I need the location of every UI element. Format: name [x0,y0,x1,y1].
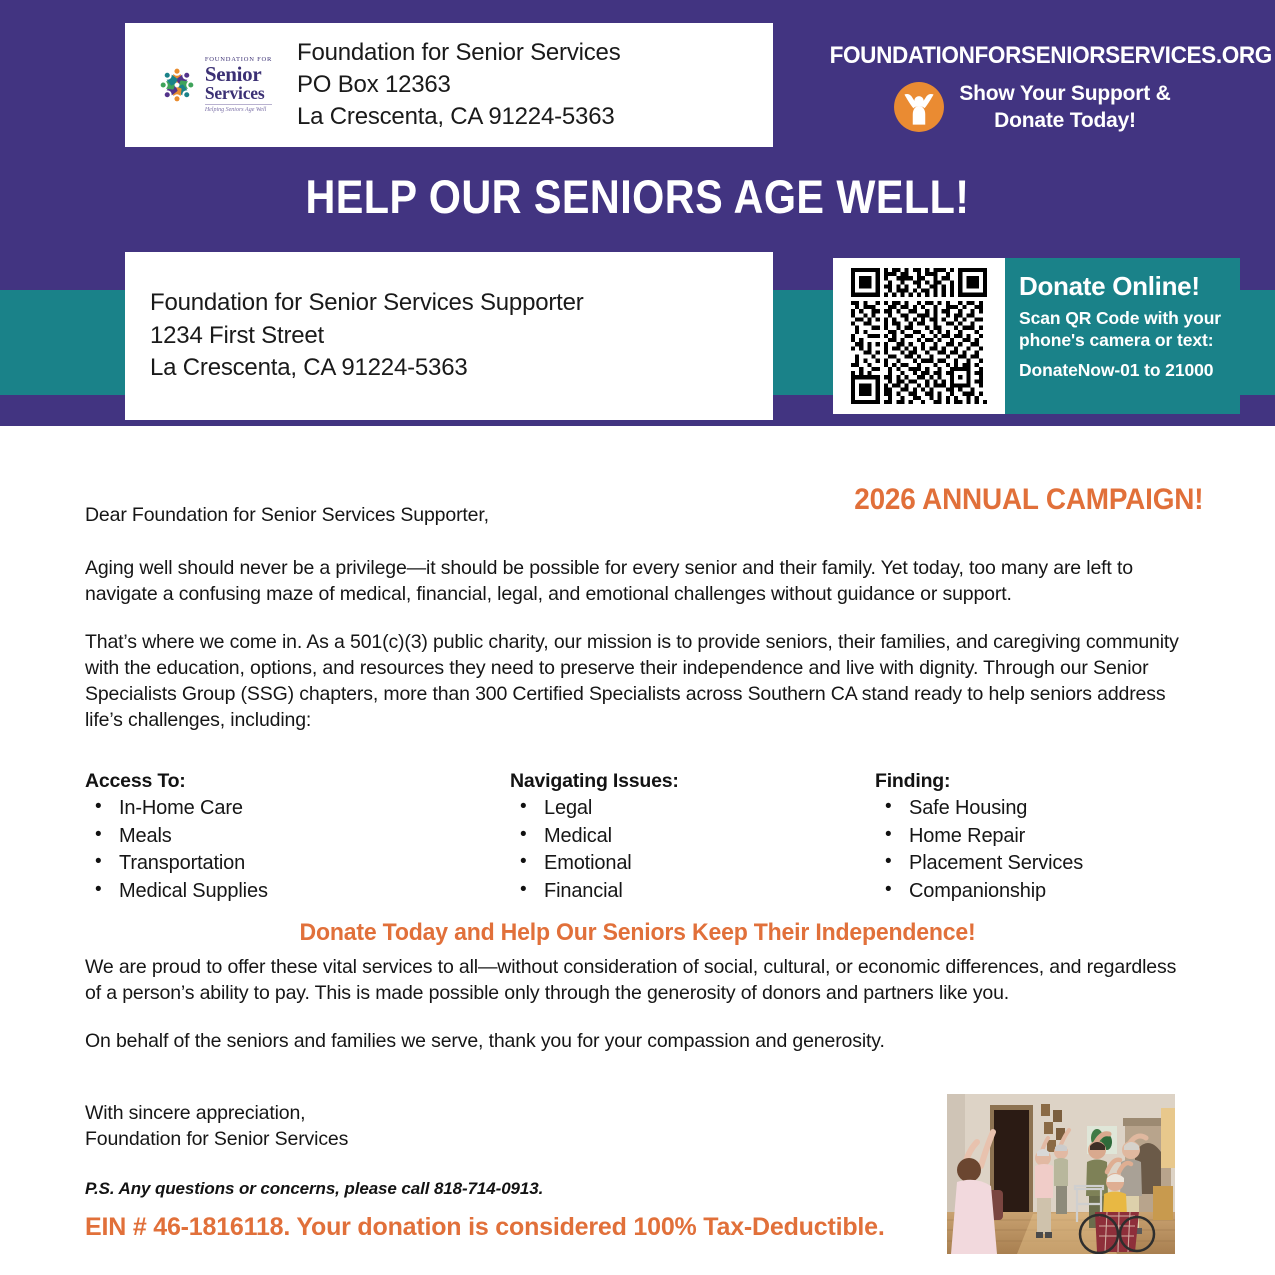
donate-call-to-action: Donate Today and Help Our Seniors Keep Their Independence! [299,919,976,946]
list-item: • In-Home Care [85,795,510,823]
list-item: • Meals [85,823,510,851]
photo-illustration [947,1094,1175,1254]
recipient-address-label [125,252,773,420]
recipient-address-line: 1234 First Street [150,321,325,349]
logo-foundation-for: FOUNDATION FOR [204,56,273,64]
services-list [510,795,875,905]
donate-online-panel [833,258,1240,414]
column-heading: Navigating Issues: [510,770,679,792]
donate-online-title: Donate Online! [1019,271,1200,301]
list-item: • Medical Supplies [85,878,510,906]
campaign-title: 2026 ANNUAL CAMPAIGN! [853,483,1203,516]
column-heading: Access To: [85,770,186,792]
return-address-label [125,23,773,147]
seniors-exercising-photo [947,1094,1175,1254]
main-headline: HELP OUR SENIORS AGE WELL! [305,170,970,223]
return-address-line: PO Box 12363 [297,71,451,99]
website-support-block [812,42,1272,135]
support-line-1: Show Your Support & [959,82,1171,105]
list-item: • Companionship [875,878,1190,906]
services-column-navigating-issues [510,770,875,905]
logo-wordmark [205,57,272,112]
list-item: • Emotional [510,850,875,878]
recipient-address-line: Foundation for Senior Services Supporter [150,289,584,317]
postscript-line: P.S. Any questions or concerns, please call 818-714-0913. [85,1179,544,1198]
logo-tagline: Helping Seniors Age Well [205,104,272,113]
organization-logo [147,57,279,112]
letter-paragraph-2: That’s where we come in. As a 501(c)(3) public charity, our mission is to provide seniors, their families, and caregiving community with the education, options, and resources they need to preserve their independence and live with dignity. Through our Senior Specialists Group (SSG) chapters, more than 300 Certified Specialists across Southern CA stand ready to help seniors address life’s challenges, including: [85,630,1179,731]
services-list [85,795,510,905]
donate-text-code: DonateNow-01 to 21000 [1019,359,1214,380]
services-column-access-to [85,770,510,905]
recipient-address-line: La Crescenta, CA 91224-5363 [150,354,468,382]
signoff-line-2: Foundation for Senior Services [85,1128,349,1151]
letter-body-top [85,503,1190,755]
donate-instruction-line-2: phone's camera or text: [1019,329,1214,350]
list-item: • Safe Housing [875,795,1190,823]
recipient-address-text [150,287,584,384]
column-heading: Finding: [875,770,951,792]
letter-signoff [85,1100,348,1153]
return-address-line: Foundation for Senior Services [297,39,621,67]
support-row [812,80,1252,135]
support-line-2: Donate Today! [994,109,1136,133]
logo-senior-word: Senior [204,61,262,86]
senior-services-starburst-logo-icon [154,62,200,108]
list-item: • Medical [510,823,875,851]
support-text [959,80,1170,135]
letter-body-bottom [85,955,1195,1077]
donate-instructions [1005,258,1240,414]
list-item: • Financial [510,878,875,906]
services-list [875,795,1190,905]
website-url[interactable]: FOUNDATIONFORSENIORSERVICES.ORG [829,42,1272,69]
list-item: • Transportation [85,850,510,878]
ein-tax-line: EIN # 46-1816118. Your donation is considered 100% Tax-Deductible. [85,1213,885,1241]
signoff-line-1: With sincere appreciation, [85,1102,306,1124]
qr-code-container [833,258,1005,414]
donate-instruction-line-1: Scan QR Code with your [1019,308,1221,328]
list-item: • Placement Services [875,850,1190,878]
letter-paragraph-3: We are proud to offer these vital services to all—without consideration of social, cultural, or economic differences, and regardless of a person’s ability to pay. This is made possible only through the generosity of donors and partners like you. [85,956,1177,1004]
letter-paragraph-1: Aging well should never be a privilege—it should be possible for every senior and their family. Yet today, too many are left to navigate a confusing maze of medical, financial, legal, and emotional challenges without guidance or support. [85,556,1133,605]
return-address-text [297,37,621,132]
letter-paragraph-4: On behalf of the seniors and families we serve, thank you for your compassion and generosity. [85,1029,885,1052]
list-item: • Home Repair [875,823,1190,851]
qr-code-icon[interactable] [851,268,987,404]
services-columns [85,770,1190,905]
services-column-finding [875,770,1190,905]
donate-heart-person-icon [893,81,945,133]
letter-salutation: Dear Foundation for Senior Services Supporter, [85,504,489,526]
return-address-line: La Crescenta, CA 91224-5363 [297,102,615,130]
logo-services-word: Services [204,82,265,103]
list-item: • Legal [510,795,875,823]
